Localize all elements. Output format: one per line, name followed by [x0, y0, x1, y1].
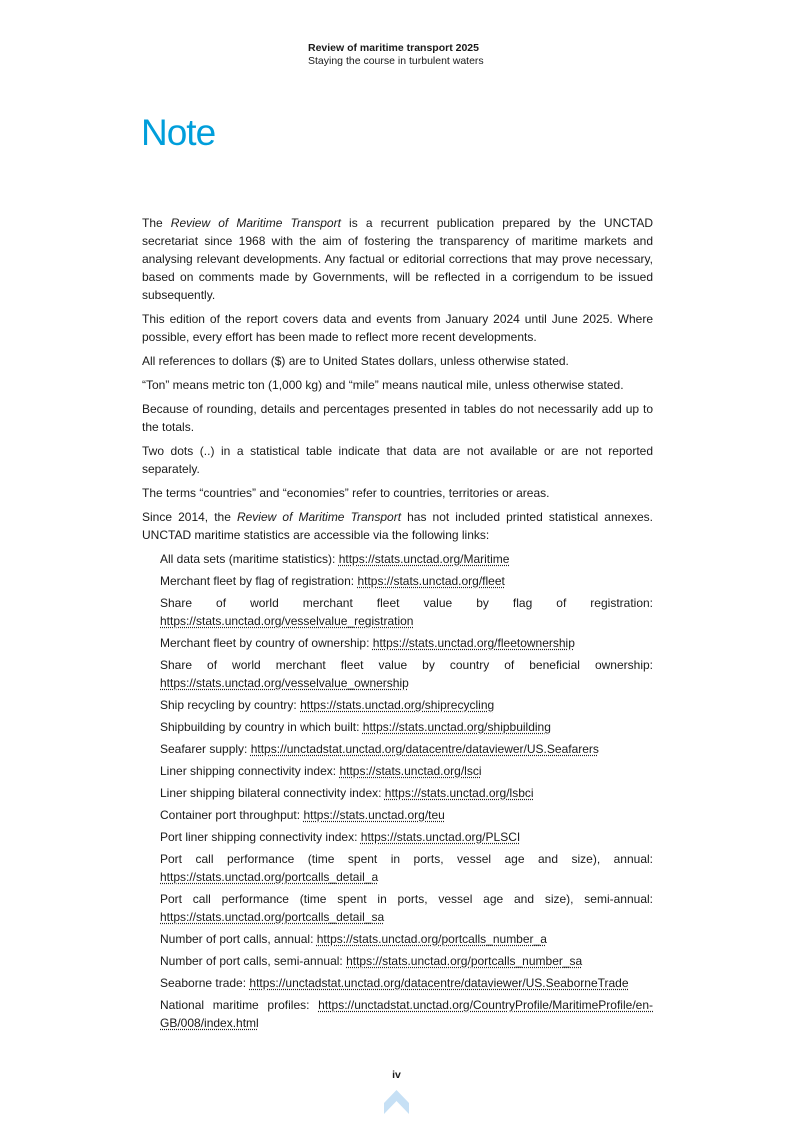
paragraph-text: The [142, 216, 171, 230]
link-item [160, 572, 653, 590]
link-label: Share of world merchant fleet value by country of beneficial ownership: [160, 658, 653, 672]
running-header [308, 42, 793, 68]
link-item [160, 740, 653, 758]
paragraph [142, 400, 653, 436]
chevron-up-icon[interactable] [384, 1090, 409, 1114]
paragraph [142, 508, 653, 544]
statistics-link[interactable]: https://stats.unctad.org/vesselvalue_registration [160, 614, 414, 628]
statistics-link[interactable]: https://stats.unctad.org/portcalls_number_a [316, 932, 547, 946]
link-label: Shipbuilding by country in which built: [160, 720, 363, 734]
statistics-link[interactable]: https://stats.unctad.org/vesselvalue_ownership [160, 676, 409, 690]
link-item [160, 974, 653, 992]
link-label: Port call performance (time spent in ports, vessel age and size), semi-annual: [160, 892, 653, 906]
link-item [160, 762, 653, 780]
link-item [160, 550, 653, 568]
paragraph-text: Since 2014, the [142, 510, 237, 524]
paragraph [142, 310, 653, 346]
link-label: Merchant fleet by country of ownership: [160, 636, 373, 650]
link-item [160, 890, 653, 926]
link-label: Seafarer supply: [160, 742, 251, 756]
statistics-link[interactable]: https://unctadstat.unctad.org/CountryProfile/MaritimeProfile/en-GB/008/index.html [160, 998, 653, 1030]
link-item [160, 850, 653, 886]
paragraph [142, 484, 653, 502]
link-item [160, 806, 653, 824]
statistics-link[interactable]: https://stats.unctad.org/fleetownership [372, 636, 575, 650]
link-label: Number of port calls, semi-annual: [160, 954, 347, 968]
report-subtitle: Staying the course in turbulent waters [308, 55, 484, 67]
statistics-link[interactable]: https://stats.unctad.org/fleet [357, 574, 505, 588]
statistics-link-list [142, 550, 653, 1032]
link-item [160, 718, 653, 736]
paragraph [142, 352, 653, 370]
link-label: Seaborne trade: [160, 976, 250, 990]
link-item [160, 930, 653, 948]
paragraph-text: This edition of the report covers data and events from January 2024 until June 2025. Where possible, every effort has been made to reflect more recent developments. [142, 312, 653, 344]
report-title: Review of maritime transport 2025 [308, 42, 479, 54]
page-title: Note [141, 112, 216, 153]
paragraph-text: is a recurrent publication prepared by the UNCTAD secretariat since 1968 with the aim of fostering the transparency of maritime markets and analysing relevant developments. Any factual or editorial corrections that may prove necessary, based on comments made by Governments, will be reflected in a corrigendum to be issued subsequently. [142, 216, 654, 302]
link-item [160, 696, 653, 714]
link-label: Port liner shipping connectivity index: [160, 830, 361, 844]
link-label: National maritime profiles: [160, 998, 319, 1012]
paragraph-text: Two dots (..) in a statistical table indicate that data are not available or are not reported separately. [142, 444, 653, 476]
statistics-link[interactable]: https://stats.unctad.org/portcalls_detail_a [160, 870, 379, 884]
paragraph [142, 376, 653, 394]
paragraph-text: The terms “countries” and “economies” refer to countries, territories or areas. [142, 486, 550, 500]
link-label: Port call performance (time spent in ports, vessel age and size), annual: [160, 852, 653, 866]
page-footer [0, 1053, 793, 1121]
publication-title: Review of Maritime Transport [170, 216, 341, 230]
link-label: All data sets (maritime statistics): [160, 552, 339, 566]
statistics-link[interactable]: https://stats.unctad.org/portcalls_number_sa [346, 954, 583, 968]
page-number: iv [392, 1069, 401, 1081]
statistics-link[interactable]: https://stats.unctad.org/portcalls_detail_sa [160, 910, 385, 924]
paragraph-text: has not included printed statistical annexes. UNCTAD maritime statistics are accessible via the following links: [142, 510, 653, 542]
statistics-link[interactable]: https://unctadstat.unctad.org/datacentre/dataviewer/US.Seafarers [250, 742, 599, 756]
statistics-link[interactable]: https://stats.unctad.org/teu [303, 808, 445, 822]
paragraph [142, 214, 653, 304]
link-item [160, 594, 653, 630]
link-label: Liner shipping connectivity index: [160, 764, 340, 778]
link-item [160, 634, 653, 652]
statistics-link[interactable]: https://stats.unctad.org/shiprecycling [300, 698, 495, 712]
statistics-link[interactable]: https://stats.unctad.org/Maritime [338, 552, 510, 566]
paragraph-text: “Ton” means metric ton (1,000 kg) and “mile” means nautical mile, unless otherwise stated. [142, 378, 624, 392]
link-item [160, 952, 653, 970]
link-label: Container port throughput: [160, 808, 304, 822]
note-body [142, 214, 653, 1036]
link-item [160, 996, 653, 1032]
link-item [160, 828, 653, 846]
publication-title: Review of Maritime Transport [236, 510, 402, 524]
link-label: Merchant fleet by flag of registration: [160, 574, 358, 588]
paragraph-text: Because of rounding, details and percentages presented in tables do not necessarily add up to the totals. [142, 402, 653, 434]
statistics-link[interactable]: https://unctadstat.unctad.org/datacentre/dataviewer/US.SeaborneTrade [249, 976, 629, 990]
link-label: Ship recycling by country: [160, 698, 301, 712]
statistics-link[interactable]: https://stats.unctad.org/shipbuilding [362, 720, 551, 734]
link-label: Liner shipping bilateral connectivity index: [160, 786, 385, 800]
link-item [160, 784, 653, 802]
link-label: Share of world merchant fleet value by flag of registration: [160, 596, 653, 610]
link-label: Number of port calls, annual: [160, 932, 317, 946]
statistics-link[interactable]: https://stats.unctad.org/lsci [339, 764, 482, 778]
paragraph [142, 442, 653, 478]
paragraph-text: All references to dollars ($) are to United States dollars, unless otherwise stated. [142, 354, 569, 368]
statistics-link[interactable]: https://stats.unctad.org/PLSCI [360, 830, 521, 844]
link-item [160, 656, 653, 692]
statistics-link[interactable]: https://stats.unctad.org/lsbci [384, 786, 534, 800]
